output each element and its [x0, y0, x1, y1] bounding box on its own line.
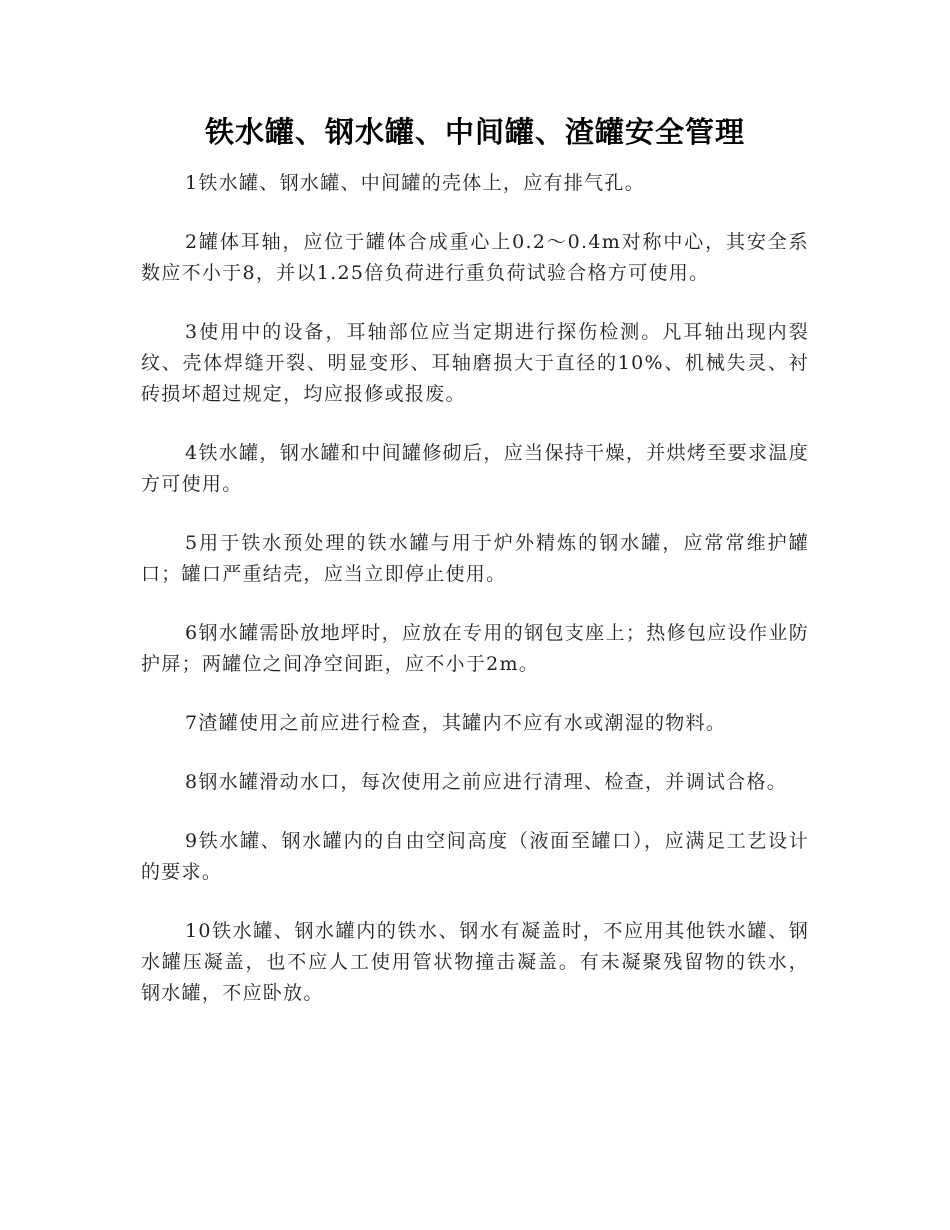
paragraph-7: 7渣罐使用之前应进行检查，其罐内不应有水或潮湿的物料。 — [185, 712, 727, 734]
paragraph-2: 2罐体耳轴，应位于罐体合成重心上0.2～0.4m对称中心，其安全系数应不小于8，并以1.25倍负荷进行重负荷试验合格方可使用。 — [141, 231, 809, 284]
paragraph-4: 4铁水罐，钢水罐和中间罐修砌后，应当保持干燥，并烘烤至要求温度方可使用。 — [141, 442, 809, 495]
paragraph-1: 1铁水罐、钢水罐、中间罐的壳体上，应有排气孔。 — [185, 172, 645, 194]
paragraph-3: 3使用中的设备，耳轴部位应当定期进行探伤检测。凡耳轴出现内裂纹、壳体焊缝开裂、明显变形、耳轴磨损大于直径的10%、机械失灵、衬砖损坏超过规定，均应报修或报废。 — [141, 321, 809, 405]
paragraph-9: 9铁水罐、钢水罐内的自由空间高度（液面至罐口），应满足工艺设计的要求。 — [141, 830, 809, 883]
paragraph-8: 8钢水罐滑动水口，每次使用之前应进行清理、检查，并调试合格。 — [185, 771, 788, 793]
paragraph-10: 10铁水罐、钢水罐内的铁水、钢水有凝盖时，不应用其他铁水罐、钢水罐压凝盖，也不应人工使用管状物撞击凝盖。有未凝聚残留物的铁水，钢水罐，不应卧放。 — [141, 920, 809, 1004]
paragraph-5: 5用于铁水预处理的铁水罐与用于炉外精炼的钢水罐，应常常维护罐口；罐口严重结壳，应当立即停止使用。 — [141, 532, 809, 585]
paragraph-6: 6钢水罐需卧放地坪时，应放在专用的钢包支座上；热修包应设作业防护屏；两罐位之间净空间距，应不小于2m。 — [141, 622, 809, 675]
document-title: 铁水罐、钢水罐、中间罐、渣罐安全管理 — [204, 115, 745, 149]
document-body — [141, 168, 809, 1037]
